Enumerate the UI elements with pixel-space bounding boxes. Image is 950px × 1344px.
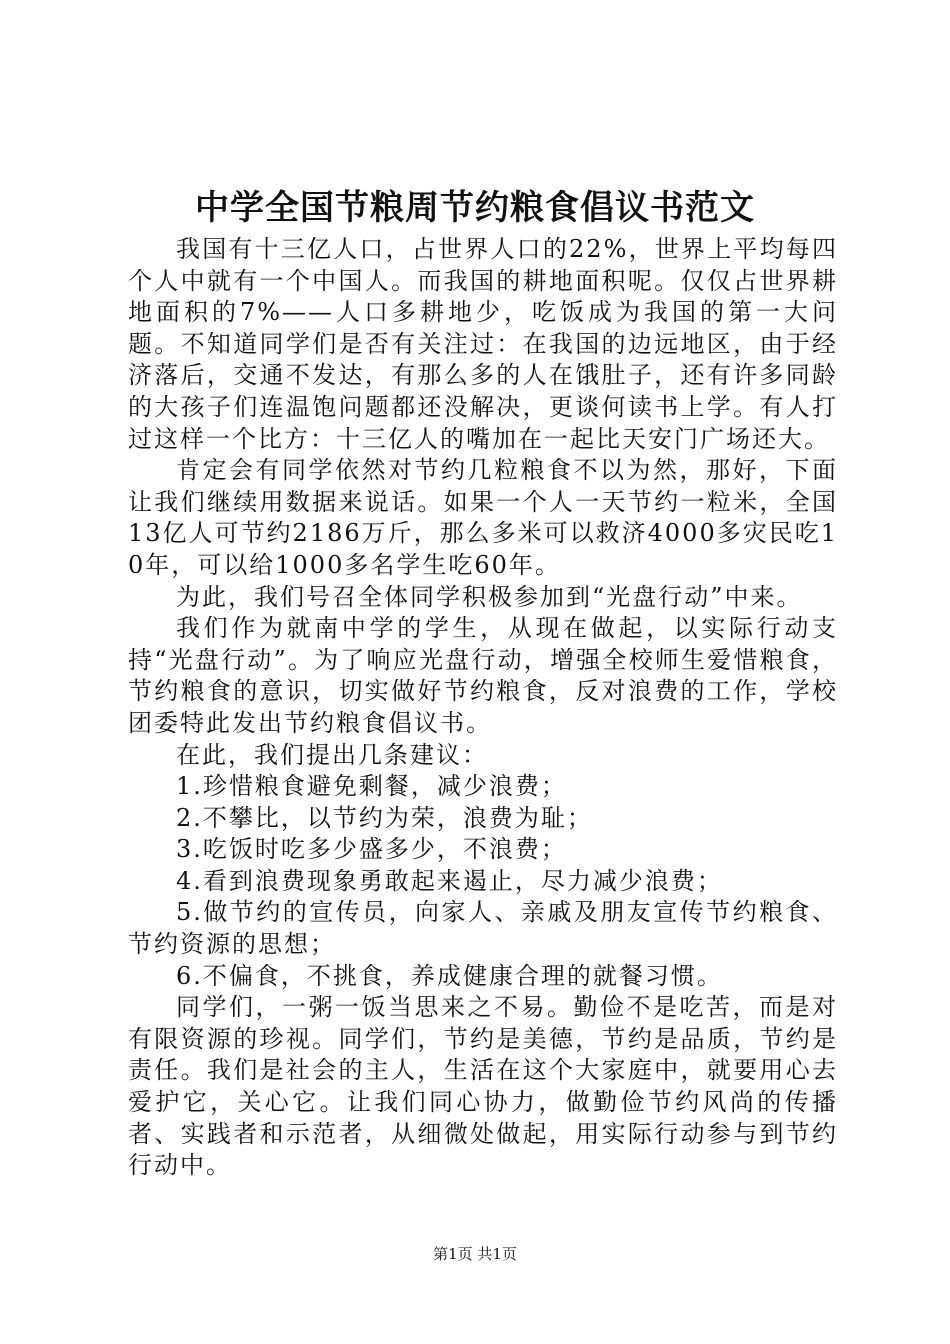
paragraph-suggestions-intro: 在此，我们提出几条建议： [176, 740, 488, 769]
suggestion-item-2: 2.不攀比，以节约为荣，浪费为耻； [176, 803, 593, 832]
suggestion-item-6: 6.不偏食，不挑食，养成健康合理的就餐习惯。 [176, 961, 723, 990]
suggestion-item-4: 4.看到浪费现象勇敢起来遏止，尽力减少浪费； [176, 866, 723, 895]
paragraph-data: 肯定会有同学依然对节约几粒粮食不以为然，那好，下面让我们继续用数据来说话。如果一个人一天节约一粒米，全国13亿人可节约2186万斤，那么多米可以救济4000多灾民吃10年，可以给1000多名学生吃60年。 [128, 456, 838, 579]
paragraph-population: 我国有十三亿人口，占世界人口的22%，世界上平均每四个人中就有一个中国人。而我国的耕地面积呢。仅仅占世界耕地面积的7%——人口多耕地少，吃饭成为我国的第一大问题。不知道同学们是否有关注过：在我国的边远地区，由于经济落后，交通不发达，有那么多的人在饿肚子，还有许多同龄的大孩子们连温饱问题都还没解决，更谈何读书上学。有人打过这样一个比方：十三亿人的嘴加在一起比天安门广场还大。 [128, 235, 838, 453]
page-footer: 第1页 共1页 [433, 1245, 517, 1263]
paragraph-closing: 同学们，一粥一饭当思来之不易。勤俭不是吃苦，而是对有限资源的珍视。同学们，节约是美德，节约是品质，节约是责任。我们是社会的主人，生活在这个大家庭中，就要用心去爱护它，关心它。让我们同心协力，做勤俭节约风尚的传播者、实践者和示范者，从细微处做起，用实际行动参与到节约行动中。 [128, 993, 838, 1180]
suggestion-item-3: 3.吃饭时吃多少盛多少，不浪费； [176, 835, 567, 864]
suggestion-item-1: 1.珍惜粮食避免剩餐，减少浪费； [176, 772, 567, 801]
paragraph-call: 为此，我们号召全体同学积极参加到“光盘行动”中来。 [176, 582, 803, 611]
suggestion-item-5: 5.做节约的宣传员，向家人、亲戚及朋友宣传节约粮食、节约资源的思想； [128, 898, 838, 959]
paragraph-school: 我们作为就南中学的学生，从现在做起，以实际行动支持“光盘行动”。为了响应光盘行动，增强全校师生爱惜粮食，节约粮食的意识，切实做好节约粮食，反对浪费的工作，学校团委特此发出节约粮食倡议书。 [128, 614, 838, 737]
document-title: 中学全国节粮周节约粮食倡议书范文 [195, 188, 755, 228]
document-body [128, 234, 838, 1182]
